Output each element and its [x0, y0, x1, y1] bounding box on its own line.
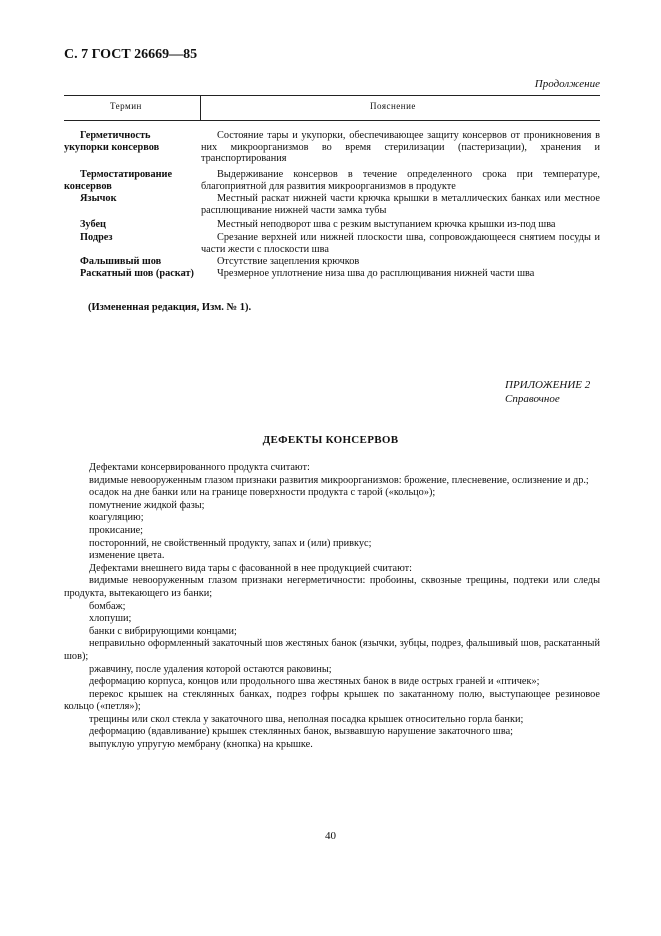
amendment-note: (Измененная редакция, Изм. № 1). [88, 302, 252, 313]
section-title: ДЕФЕКТЫ КОНСЕРВОВ [262, 434, 399, 446]
paragraph: деформацию корпуса, концов или продольного шва жестяных банок в виде острых граней и «птичек»; [89, 676, 540, 688]
term-cell: Подрез [80, 232, 113, 243]
paragraph: осадок на дне банки или на границе поверхности продукта с тарой («кольцо»); [89, 487, 436, 499]
term-cell: Зубец [80, 219, 106, 230]
paragraph: видимые невооруженным глазом признаки развития микроорганизмов: брожение, плесневение, ослизнение и др.; [89, 474, 589, 486]
explanation-cell: Отсутствие зацепления крючков [217, 256, 360, 267]
explanation-cell: Местный неподворот шва с резким выступанием крючка крышки из-под шва [217, 219, 556, 230]
paragraph: бомбаж; [89, 600, 126, 612]
explanation-cell: Состояние тары и укупорки, обеспечивающее защиту консервов от проникновения в них микроорганизмов во время стерилизации (пастеризации), хранения и транспортирования [201, 130, 600, 165]
term-cell: Фальшивый шов [80, 256, 162, 267]
paragraph: Дефектами консервированного продукта считают: [89, 462, 310, 473]
column-header-term: Термин [110, 101, 142, 111]
paragraph: выпуклую упругую мембрану (кнопка) на крышке. [89, 739, 313, 751]
appendix-label: ПРИЛОЖЕНИЕ 2 [505, 379, 591, 391]
term-cell: Термостатирование консервов [64, 169, 173, 192]
continuation-label: Продолжение [534, 78, 600, 90]
paragraph: неправильно оформленный закаточный шов жестяных банок (язычки, зубцы, подрез, фальшивый шов, раскатанный шов); [64, 638, 600, 662]
paragraph: банки с вибрирующими концами; [89, 625, 237, 637]
paragraph: ржавчину, после удаления которой остаются раковины; [89, 663, 332, 675]
table-column-divider [200, 95, 201, 120]
appendix-type: Справочное [505, 393, 560, 405]
term-cell: Язычок [80, 193, 117, 204]
paragraph: Дефектами внешнего вида тары с фасованной в нее продукцией считают: [89, 562, 413, 574]
document-header: С. 7 ГОСТ 26669—85 [64, 47, 198, 62]
paragraph: хлопуши; [89, 613, 132, 625]
paragraph: посторонний, не свойственный продукту, запах и (или) привкус; [89, 537, 372, 549]
explanation-cell: Выдерживание консервов в течение определенного срока при температуре, благоприятной для развития микроорганизмов в продукте [201, 169, 600, 192]
paragraph: трещины или скол стекла у закаточного шва, неполная посадка крышек относительно горла банки; [89, 713, 524, 725]
explanation-cell: Местный раскат нижней части крючка крышки в металлических банках или местное расплющивание нижней части замка тубы [201, 193, 600, 216]
explanation-cell: Чрезмерное уплотнение низа шва до расплющивания нижней части шва [217, 268, 535, 279]
paragraph: деформацию (вдавливание) крышек стеклянных банок, вызвавшую нарушение закаточного шва; [89, 726, 514, 738]
table-header-rule [64, 120, 600, 121]
term-cell: Герметичность укупорки консервов [64, 130, 160, 153]
paragraph: помутнение жидкой фазы; [89, 499, 205, 511]
explanation-cell: Срезание верхней или нижней плоскости шва, сопровождающееся снятием посуды и части жести с плоскости шва [201, 232, 600, 255]
page-number: 40 [325, 830, 336, 842]
paragraph: коагуляцию; [89, 512, 144, 524]
paragraph: прокисание; [89, 524, 144, 536]
table-top-rule [64, 95, 600, 96]
paragraph: видимые невооруженным глазом признаки негерметичности: пробоины, сквозные трещины, подтеки или следы продукта, вытекающего из банки; [64, 575, 600, 599]
term-cell: Раскатный шов (раскат) [80, 268, 194, 279]
column-header-explanation: Пояснение [370, 101, 416, 111]
defects-text [64, 462, 600, 752]
paragraph: изменение цвета. [89, 550, 165, 562]
paragraph: перекос крышек на стеклянных банках, подрез гофры крышек по закатанному полю, выступающее резиновое кольцо («петля»); [64, 688, 600, 713]
